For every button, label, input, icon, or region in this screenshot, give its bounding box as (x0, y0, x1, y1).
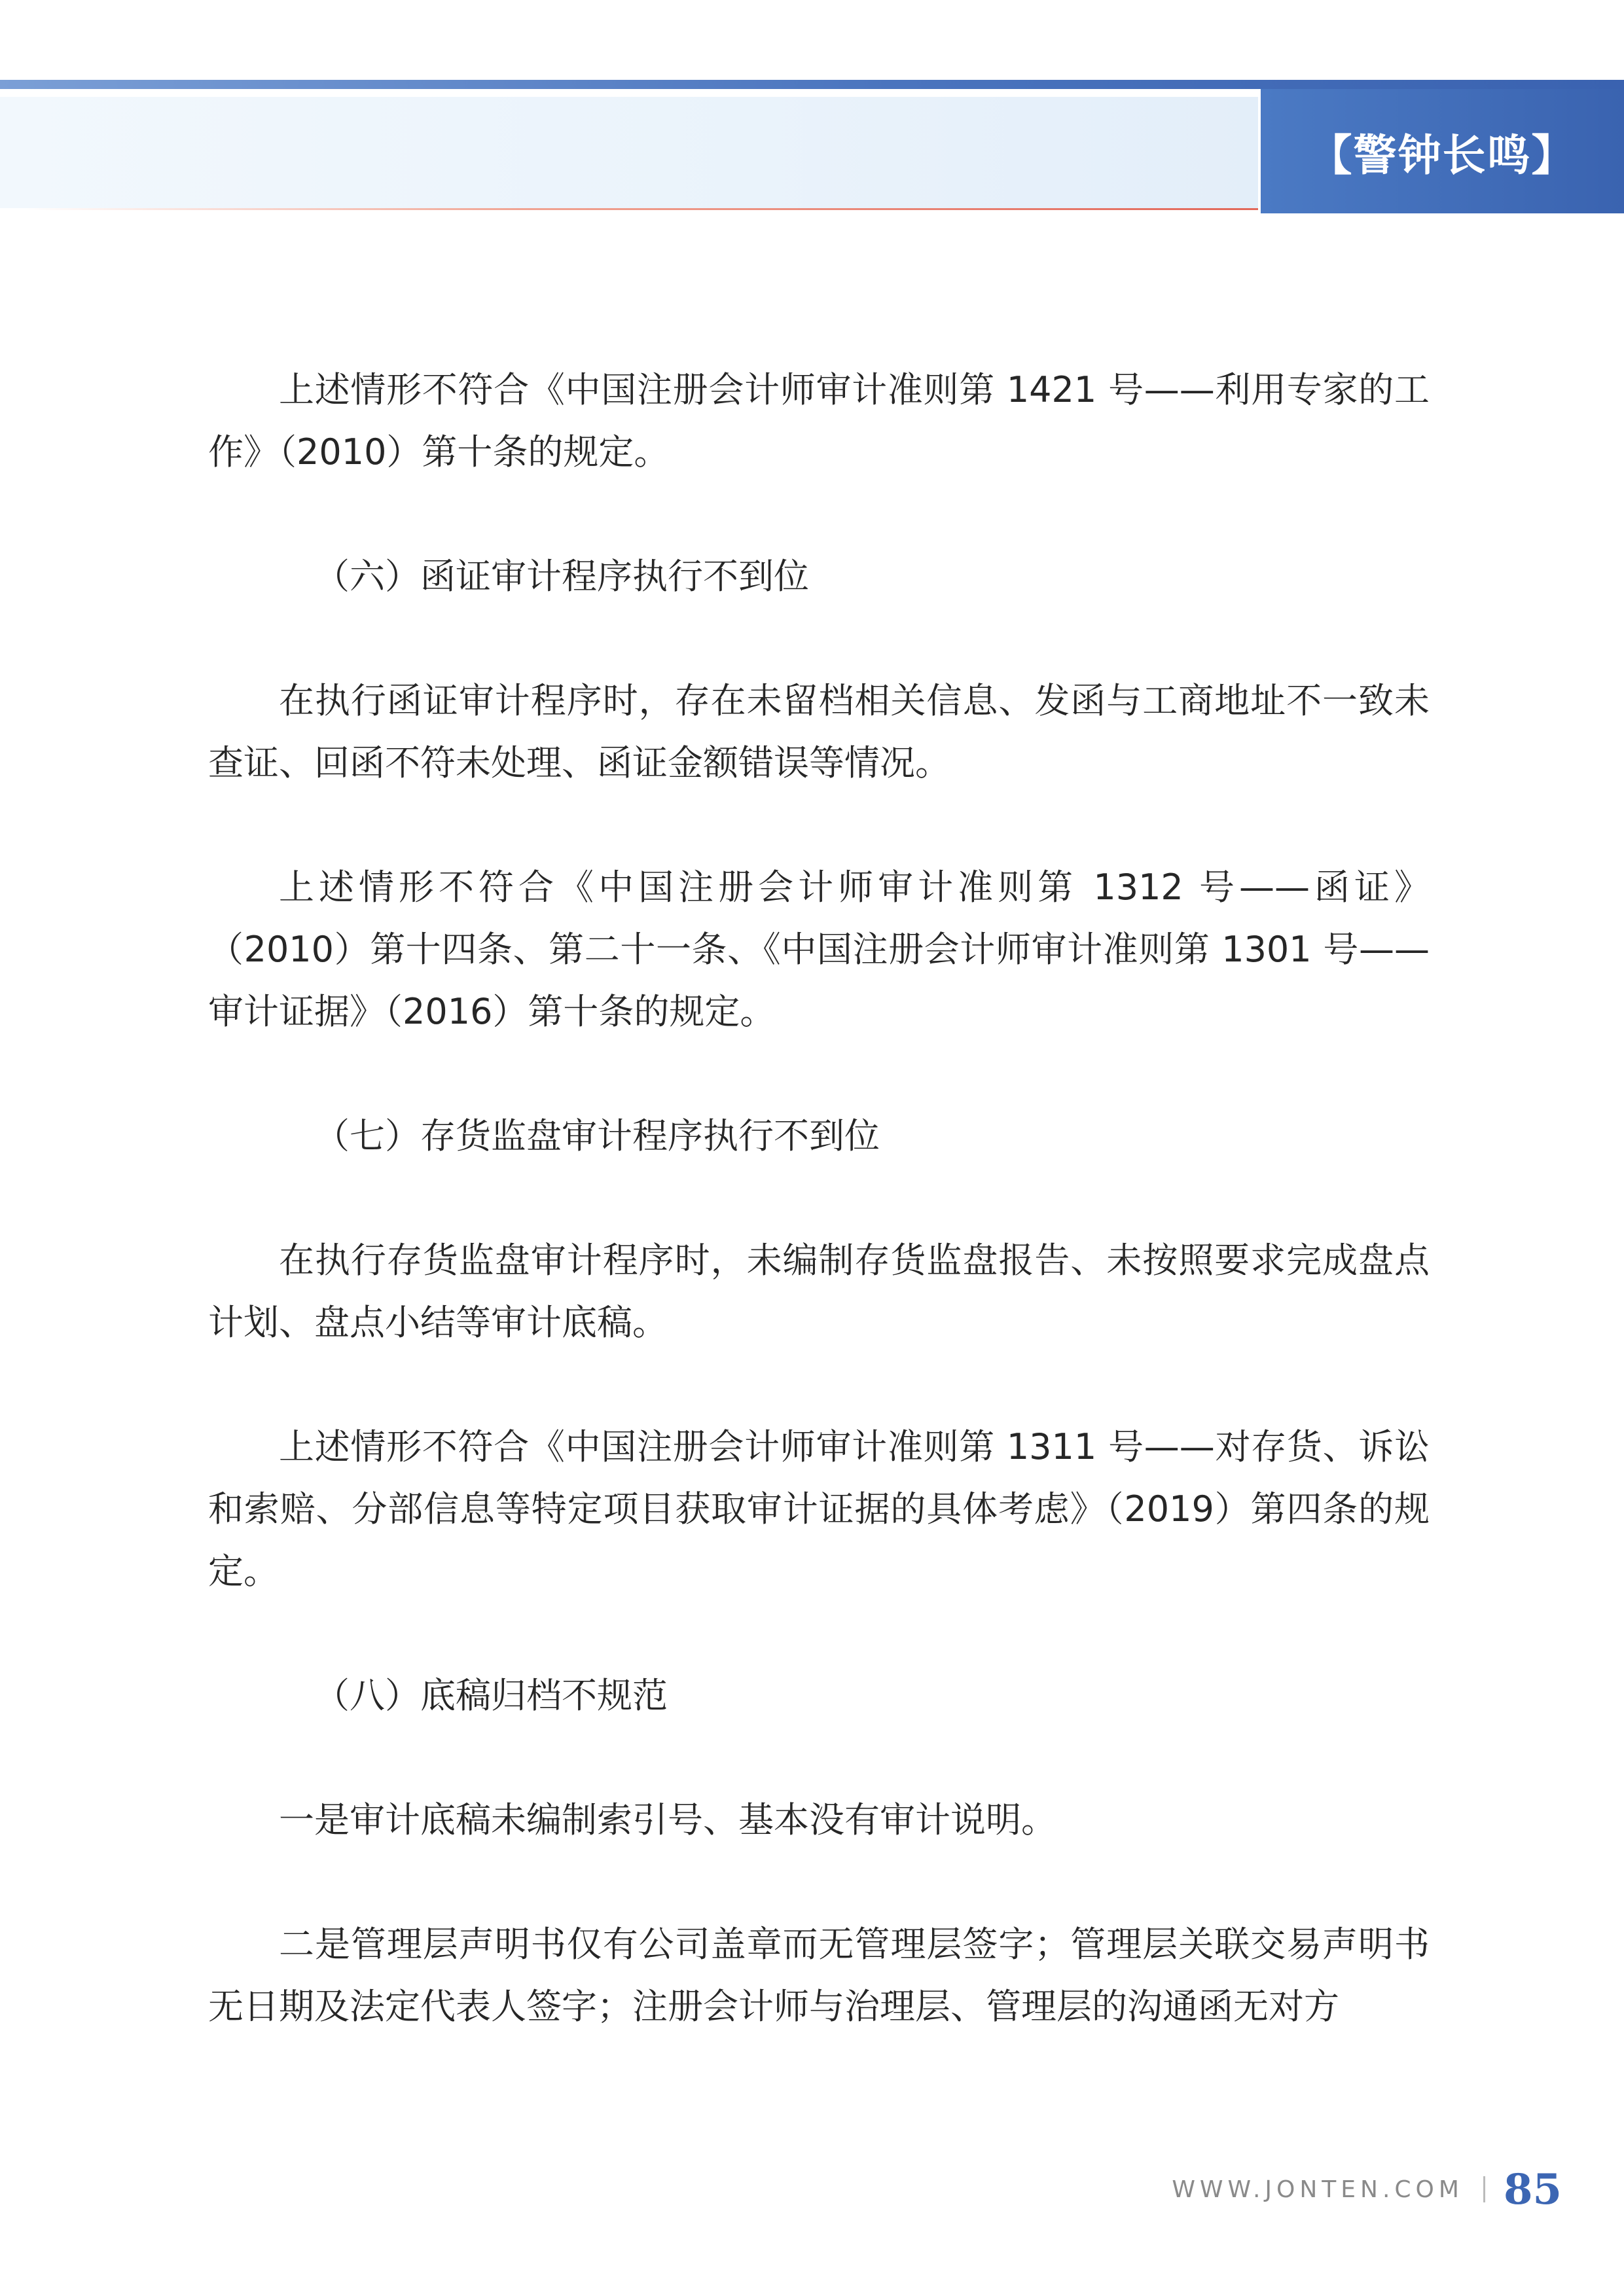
section-heading-6: （六）函证审计程序执行不到位 (314, 556, 809, 597)
paragraph: 一是审计底稿未编制索引号、基本没有审计说明。 (279, 1799, 1056, 1840)
paragraph: 二是管理层声明书仅有公司盖章而无管理层签字；管理层关联交易声明书无日期及法定代表人签字；注册会计师与治理层、管理层的沟通函无对方 (208, 1924, 1430, 2027)
paragraph: 上述情形不符合《中国注册会计师审计准则第 1312 号——函证》（2010）第十四条、第二十一条、《中国注册会计师审计准则第 1301 号——审计证据》（2016）第十条的规定。 (208, 867, 1430, 1032)
article-body (208, 359, 1430, 2037)
section-heading-7: （七）存货监盘审计程序执行不到位 (314, 1115, 880, 1157)
page-number: 85 (1503, 2164, 1562, 2214)
section-tab-label: 【警钟长鸣】 (1308, 129, 1576, 181)
section-tab (1261, 89, 1624, 213)
header-top-rule (0, 80, 1624, 89)
section-heading-8: （八）底稿归档不规范 (314, 1675, 668, 1716)
page-footer (1172, 2163, 1562, 2215)
paragraph: 上述情形不符合《中国注册会计师审计准则第 1311 号——对存货、诉讼和索赔、分部信息等特定项目获取审计证据的具体考虑》（2019）第四条的规定。 (208, 1426, 1430, 1592)
website-link[interactable]: WWW.JONTEN.COM (1172, 2176, 1464, 2203)
paragraph: 在执行存货监盘审计程序时，未编制存货监盘报告、未按照要求完成盘点计划、盘点小结等审计底稿。 (208, 1240, 1430, 1343)
header-band (0, 97, 1258, 208)
paragraph: 上述情形不符合《中国注册会计师审计准则第 1421 号——利用专家的工作》（2010）第十条的规定。 (208, 369, 1430, 473)
footer-divider (1483, 2176, 1485, 2202)
paragraph: 在执行函证审计程序时，存在未留档相关信息、发函与工商地址不一致未查证、回函不符未处理、函证金额错误等情况。 (208, 680, 1430, 783)
header-accent-line (26, 208, 1258, 210)
